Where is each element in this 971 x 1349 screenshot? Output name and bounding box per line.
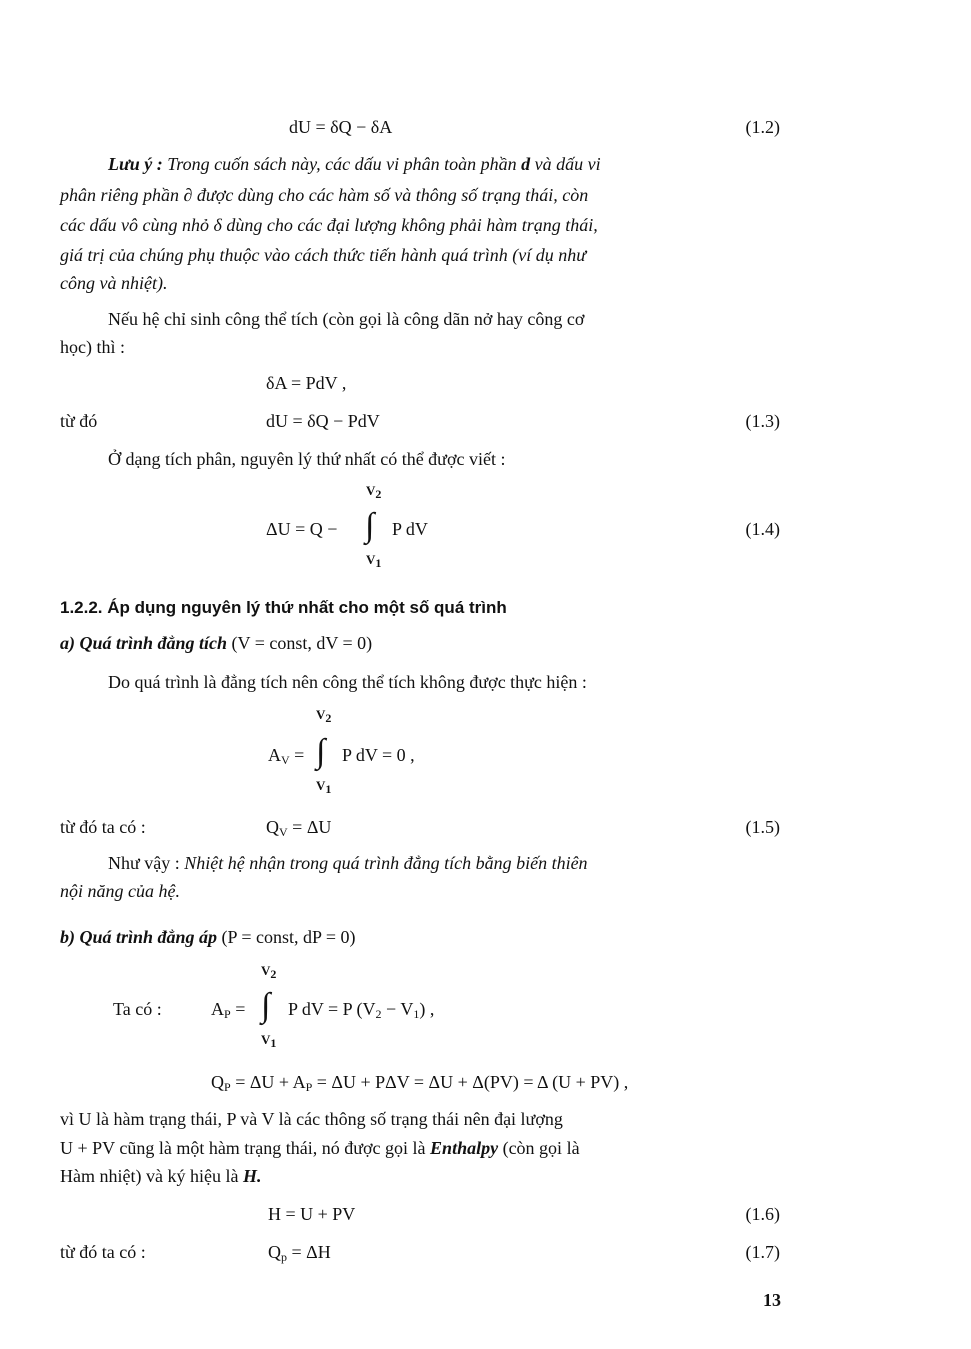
equation-1-5: $Q_V = \Delta U$: [266, 817, 332, 839]
equation-number-1-3: (1.3): [745, 411, 780, 431]
equation-ap-upper-limit: $V_2$: [261, 963, 277, 981]
equation-number-1-5: (1.5): [745, 817, 780, 837]
subsection-a: a) Quá trình đẳng tích (V = const, dV = 0): [60, 633, 373, 653]
integral-sign-ap: ∫: [261, 987, 271, 1024]
equation-number-1-6: (1.6): [745, 1204, 780, 1224]
note-line-3: các dấu vô cùng nhỏ δ dùng cho các đại lượng không phải hàm trạng thái,: [60, 215, 598, 235]
page-number: 13: [763, 1290, 781, 1310]
equation-1-4-upper-limit: $V_2$: [366, 483, 382, 501]
equation-work: δA = PdV ,: [266, 373, 347, 393]
equation-ap-rhs: P dV = P $(V_2 - V_1)$ ,: [288, 999, 435, 1021]
integral-sign-av: ∫: [316, 733, 326, 770]
equation-av-upper-limit: $V_2$: [316, 707, 332, 725]
paragraph-c-line-3: Hàm nhiệt) và ký hiệu là H.: [60, 1166, 262, 1186]
equation-1-2: dU = δQ − δA: [289, 117, 393, 137]
equation-ap-lower-limit: $V_1$: [261, 1032, 277, 1050]
equation-1-7-lead: từ đó ta có :: [60, 1242, 146, 1262]
equation-ap-lead: Ta có :: [113, 999, 162, 1019]
equation-1-4-lhs: ΔU = Q −: [266, 519, 338, 539]
equation-1-4-lower-limit: $V_1$: [366, 552, 382, 570]
equation-1-4-rhs: P dV: [392, 519, 428, 539]
equation-number-1-7: (1.7): [745, 1242, 780, 1262]
equation-av-rhs: P dV = 0 ,: [342, 745, 415, 765]
paragraph-a: Do quá trình là đẳng tích nên công thể tích không được thực hiện :: [108, 672, 587, 692]
note-line-2: phân riêng phần ∂ được dùng cho các hàm số và thông số trạng thái, còn: [60, 185, 589, 205]
paragraph-c-line-2: U + PV cũng là một hàm trạng thái, nó được gọi là Enthalpy (còn gọi là: [60, 1138, 580, 1158]
integral-sign-1-4: ∫: [365, 507, 375, 544]
equation-1-6: H = U + PV: [268, 1204, 356, 1224]
term-enthalpy: Enthalpy: [430, 1138, 499, 1158]
subsection-b: b) Quá trình đẳng áp (P = const, dP = 0): [60, 927, 356, 947]
paragraph-b-line-1: Như vậy : Nhiệt hệ nhận trong quá trình đẳng tích bằng biến thiên: [108, 853, 588, 873]
equation-qp: $Q_P = \Delta U + A_P = \Delta U + P\Delta V = \Delta U + \Delta(PV) = \Delta$ (U + PV) ,: [211, 1072, 629, 1094]
paragraph-b-line-2: nội năng của hệ.: [60, 881, 180, 901]
section-heading-1-2-2: 1.2.2. Áp dụng nguyên lý thứ nhất cho một số quá trình: [60, 598, 507, 617]
note-label: Lưu ý :: [108, 154, 163, 174]
equation-ap-lhs: $A_P$ =: [211, 999, 246, 1021]
equation-1-3: dU = δQ − PdV: [266, 411, 380, 431]
note-line-4: giá trị của chúng phụ thuộc vào cách thức tiến hành quá trình (ví dụ như: [60, 245, 587, 265]
equation-1-5-lead: từ đó ta có :: [60, 817, 146, 837]
equation-av-lhs: $A_V$ =: [268, 745, 305, 767]
paragraph-1-line-2: học) thì :: [60, 337, 125, 357]
equation-av-lower-limit: $V_1$: [316, 778, 332, 796]
note-line-5: công và nhiệt).: [60, 273, 168, 293]
equation-number-1-2: (1.2): [745, 117, 780, 137]
paragraph-c-line-1: vì U là hàm trạng thái, P và V là các thông số trạng thái nên đại lượng: [60, 1109, 563, 1129]
note-line-1: Lưu ý : Trong cuốn sách này, các dấu vi phân toàn phần d và dấu vi: [108, 154, 601, 174]
paragraph-1-line-1: Nếu hệ chỉ sinh công thể tích (còn gọi là công dãn nở hay công cơ: [108, 309, 585, 329]
equation-number-1-4: (1.4): [745, 519, 780, 539]
paragraph-2: Ở dạng tích phân, nguyên lý thứ nhất có thể được viết :: [108, 449, 506, 469]
equation-1-7: $Q_p = \Delta H$: [268, 1242, 331, 1264]
equation-1-3-lead: từ đó: [60, 411, 98, 431]
